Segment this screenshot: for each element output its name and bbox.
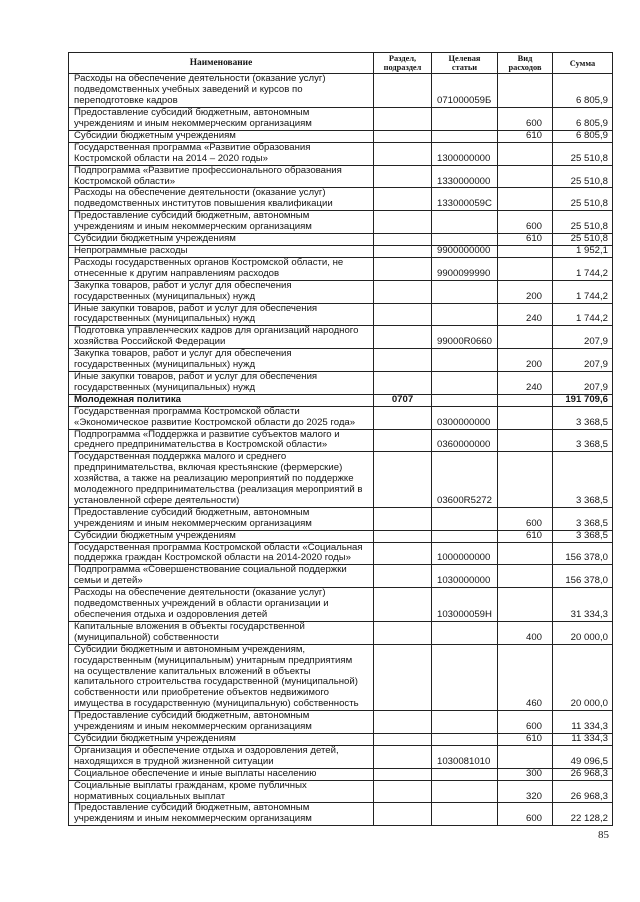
table-row [69,542,613,565]
row-name-cell: Государственная программа «Развитие образования Костромской области на 2014 – 2020 годы» [69,142,374,165]
row-name-cell: Субсидии бюджетным и автономным учреждениям, государственным (муниципальным) унитарным предприятиям на осуществление капитальных вложений в объекты капитального строительства государственной (муниципальной) собственности или приобретение объектов недвижимого имущества в государственную (муниципальную) собственность [69,644,374,710]
section-code-cell [374,130,432,142]
table-row [69,257,613,280]
expense-type-cell [498,74,553,108]
amount-cell: 6 805,9 [553,130,613,142]
amount-cell: 20 000,0 [553,621,613,644]
target-article-cell: 9900000000 [432,246,498,258]
table-row [69,780,613,803]
target-article-cell [432,371,498,394]
amount-cell: 22 128,2 [553,803,613,826]
target-article-cell [432,644,498,710]
expense-type-cell [498,565,553,588]
header-expense-type: Вид расходов [498,53,553,74]
amount-cell: 11 334,3 [553,711,613,734]
target-article-cell: 071000059Б [432,74,498,108]
section-code-cell [374,406,432,429]
budget-expenditure-table [68,52,613,826]
expense-type-cell [498,745,553,768]
table-row [69,246,613,258]
row-name-cell: Закупка товаров, работ и услуг для обеспечения государственных (муниципальных) нужд [69,349,374,372]
expense-type-cell: 600 [498,108,553,131]
target-article-cell: 103000059Н [432,588,498,622]
expense-type-cell: 460 [498,644,553,710]
section-code-cell [374,188,432,211]
expense-type-cell: 600 [498,507,553,530]
table-row [69,530,613,542]
section-code-cell [374,803,432,826]
expense-type-cell [498,452,553,508]
expense-type-cell: 600 [498,803,553,826]
table-row [69,280,613,303]
table-row [69,108,613,131]
section-code-cell [374,246,432,258]
table-header [69,53,613,74]
section-code-cell [374,733,432,745]
amount-cell: 1 744,2 [553,257,613,280]
amount-cell: 26 968,3 [553,768,613,780]
target-article-cell [432,507,498,530]
target-article-cell [432,234,498,246]
target-article-cell: 0360000000 [432,429,498,452]
table-row [69,130,613,142]
target-article-cell [432,130,498,142]
row-name-cell: Капитальные вложения в объекты государственной (муниципальной) собственности [69,621,374,644]
amount-cell: 3 368,5 [553,507,613,530]
amount-cell: 49 096,5 [553,745,613,768]
row-name-cell: Закупка товаров, работ и услуг для обеспечения государственных (муниципальных) нужд [69,280,374,303]
section-code-cell: 0707 [374,394,432,406]
amount-cell: 156 378,0 [553,565,613,588]
table-row [69,326,613,349]
table-row [69,644,613,710]
row-name-cell: Иные закупки товаров, работ и услуг для обеспечения государственных (муниципальных) нужд [69,371,374,394]
amount-cell: 3 368,5 [553,429,613,452]
section-code-cell [374,711,432,734]
expense-type-cell: 610 [498,234,553,246]
target-article-cell [432,280,498,303]
amount-cell: 11 334,3 [553,733,613,745]
table-row [69,234,613,246]
expense-type-cell [498,165,553,188]
row-name-cell: Подготовка управленческих кадров для организаций народного хозяйства Российской Федерации [69,326,374,349]
row-name-cell: Молодежная политика [69,394,374,406]
amount-cell: 3 368,5 [553,530,613,542]
row-name-cell: Социальные выплаты гражданам, кроме публичных нормативных социальных выплат [69,780,374,803]
section-code-cell [374,303,432,326]
target-article-cell: 1030000000 [432,565,498,588]
row-name-cell: Предоставление субсидий бюджетным, автономным учреждениям и иным некоммерческим организациям [69,211,374,234]
expense-type-cell: 240 [498,303,553,326]
header-name: Наименование [69,53,374,74]
amount-cell: 6 805,9 [553,74,613,108]
row-name-cell: Подпрограмма «Развитие профессионального образования Костромской области» [69,165,374,188]
row-name-cell: Социальное обеспечение и иные выплаты населению [69,768,374,780]
expense-type-cell [498,188,553,211]
table-row [69,165,613,188]
target-article-cell [432,733,498,745]
row-name-cell: Предоставление субсидий бюджетным, автономным учреждениям и иным некоммерческим организациям [69,711,374,734]
expense-type-cell: 200 [498,280,553,303]
table-row [69,406,613,429]
expense-type-cell: 400 [498,621,553,644]
table-row [69,621,613,644]
amount-cell: 1 952,1 [553,246,613,258]
row-name-cell: Непрограммные расходы [69,246,374,258]
expense-type-cell [498,588,553,622]
section-code-cell [374,621,432,644]
amount-cell: 207,9 [553,371,613,394]
target-article-cell: 0300000000 [432,406,498,429]
target-article-cell [432,394,498,406]
row-name-cell: Государственная программа Костромской области «Социальная поддержка граждан Костромской области на 2014-2020 годы» [69,542,374,565]
table-row [69,371,613,394]
table-row [69,507,613,530]
row-name-cell: Предоставление субсидий бюджетным, автономным учреждениям и иным некоммерческим организациям [69,803,374,826]
amount-cell: 25 510,8 [553,234,613,246]
expense-type-cell: 610 [498,530,553,542]
amount-cell: 25 510,8 [553,211,613,234]
amount-cell: 25 510,8 [553,188,613,211]
table-row [69,803,613,826]
section-code-cell [374,768,432,780]
table-row [69,733,613,745]
expense-type-cell: 240 [498,371,553,394]
section-code-cell [374,165,432,188]
row-name-cell: Субсидии бюджетным учреждениям [69,234,374,246]
table-row [69,711,613,734]
header-row [69,53,613,74]
amount-cell: 25 510,8 [553,142,613,165]
expense-type-cell [498,406,553,429]
section-code-cell [374,507,432,530]
section-code-cell [374,280,432,303]
row-name-cell: Организация и обеспечение отдыха и оздоровления детей, находящихся в трудной жизненной ситуации [69,745,374,768]
target-article-cell: 133000059С [432,188,498,211]
row-name-cell: Иные закупки товаров, работ и услуг для обеспечения государственных (муниципальных) нужд [69,303,374,326]
row-name-cell: Расходы на обеспечение деятельности (оказание услуг) подведомственных учреждений в области организации и обеспечения отдыха и оздоровления детей [69,588,374,622]
row-name-cell: Подпрограмма «Поддержка и развитие субъектов малого и среднего предпринимательства в Костромской области» [69,429,374,452]
row-name-cell: Субсидии бюджетным учреждениям [69,733,374,745]
section-code-cell [374,745,432,768]
expense-type-cell [498,394,553,406]
row-name-cell: Расходы государственных органов Костромской области, не отнесенные к другим направлениям расходов [69,257,374,280]
table-row [69,349,613,372]
amount-cell: 31 334,3 [553,588,613,622]
target-article-cell: 99000R0660 [432,326,498,349]
expense-type-cell: 200 [498,349,553,372]
target-article-cell: 1000000000 [432,542,498,565]
table-row [69,588,613,622]
section-code-cell [374,234,432,246]
expense-type-cell [498,326,553,349]
amount-cell: 26 968,3 [553,780,613,803]
expense-type-cell [498,542,553,565]
section-code-cell [374,349,432,372]
amount-cell: 207,9 [553,349,613,372]
section-code-cell [374,142,432,165]
amount-cell: 207,9 [553,326,613,349]
section-code-cell [374,565,432,588]
section-code-cell [374,211,432,234]
target-article-cell [432,768,498,780]
expense-type-cell: 300 [498,768,553,780]
target-article-cell: 03600R5272 [432,452,498,508]
table-row [69,303,613,326]
row-name-cell: Расходы на обеспечение деятельности (оказание услуг) подведомственных учебных заведений и курсов по переподготовке кадров [69,74,374,108]
table-row [69,394,613,406]
amount-cell: 6 805,9 [553,108,613,131]
target-article-cell: 1300000000 [432,142,498,165]
row-name-cell: Подпрограмма «Совершенствование социальной поддержки семьи и детей» [69,565,374,588]
table-row [69,429,613,452]
amount-cell: 191 709,6 [553,394,613,406]
expense-type-cell: 320 [498,780,553,803]
table-row [69,74,613,108]
table-body [69,74,613,826]
section-code-cell [374,452,432,508]
target-article-cell [432,108,498,131]
amount-cell: 25 510,8 [553,165,613,188]
section-code-cell [374,588,432,622]
row-name-cell: Субсидии бюджетным учреждениям [69,530,374,542]
table-row [69,142,613,165]
header-section: Раздел, подраздел [374,53,432,74]
target-article-cell: 9900099990 [432,257,498,280]
expense-type-cell [498,142,553,165]
amount-cell: 1 744,2 [553,303,613,326]
expense-type-cell: 600 [498,211,553,234]
expense-type-cell: 610 [498,733,553,745]
target-article-cell [432,780,498,803]
section-code-cell [374,74,432,108]
expense-type-cell: 610 [498,130,553,142]
target-article-cell [432,711,498,734]
target-article-cell [432,211,498,234]
row-name-cell: Государственная поддержка малого и среднего предпринимательства, включая крестьянские (фермерские) хозяйства, а также на реализацию мероприятий по поддержке молодежного предпринимательства (реализация мероприятий в установленной сфере деятельности) [69,452,374,508]
table-row [69,211,613,234]
target-article-cell [432,530,498,542]
header-target-article: Целевая статьи [432,53,498,74]
section-code-cell [374,530,432,542]
section-code-cell [374,644,432,710]
table-row [69,565,613,588]
expense-type-cell [498,246,553,258]
row-name-cell: Расходы на обеспечение деятельности (оказание услуг) подведомственных институтов повышения квалификации [69,188,374,211]
page-number: 85 [598,829,609,841]
amount-cell: 20 000,0 [553,644,613,710]
amount-cell: 1 744,2 [553,280,613,303]
amount-cell: 3 368,5 [553,452,613,508]
target-article-cell [432,349,498,372]
section-code-cell [374,257,432,280]
expense-type-cell: 600 [498,711,553,734]
table-row [69,768,613,780]
row-name-cell: Предоставление субсидий бюджетным, автономным учреждениям и иным некоммерческим организациям [69,507,374,530]
header-amount: Сумма [553,53,613,74]
section-code-cell [374,780,432,803]
row-name-cell: Государственная программа Костромской области «Экономическое развитие Костромской области до 2025 года» [69,406,374,429]
amount-cell: 3 368,5 [553,406,613,429]
section-code-cell [374,326,432,349]
row-name-cell: Предоставление субсидий бюджетным, автономным учреждениям и иным некоммерческим организациям [69,108,374,131]
row-name-cell: Субсидии бюджетным учреждениям [69,130,374,142]
target-article-cell [432,803,498,826]
table-row [69,188,613,211]
table-row [69,452,613,508]
expense-type-cell [498,257,553,280]
table-row [69,745,613,768]
target-article-cell: 1330000000 [432,165,498,188]
target-article-cell: 1030081010 [432,745,498,768]
section-code-cell [374,542,432,565]
section-code-cell [374,371,432,394]
target-article-cell [432,621,498,644]
target-article-cell [432,303,498,326]
expense-type-cell [498,429,553,452]
section-code-cell [374,429,432,452]
section-code-cell [374,108,432,131]
amount-cell: 156 378,0 [553,542,613,565]
